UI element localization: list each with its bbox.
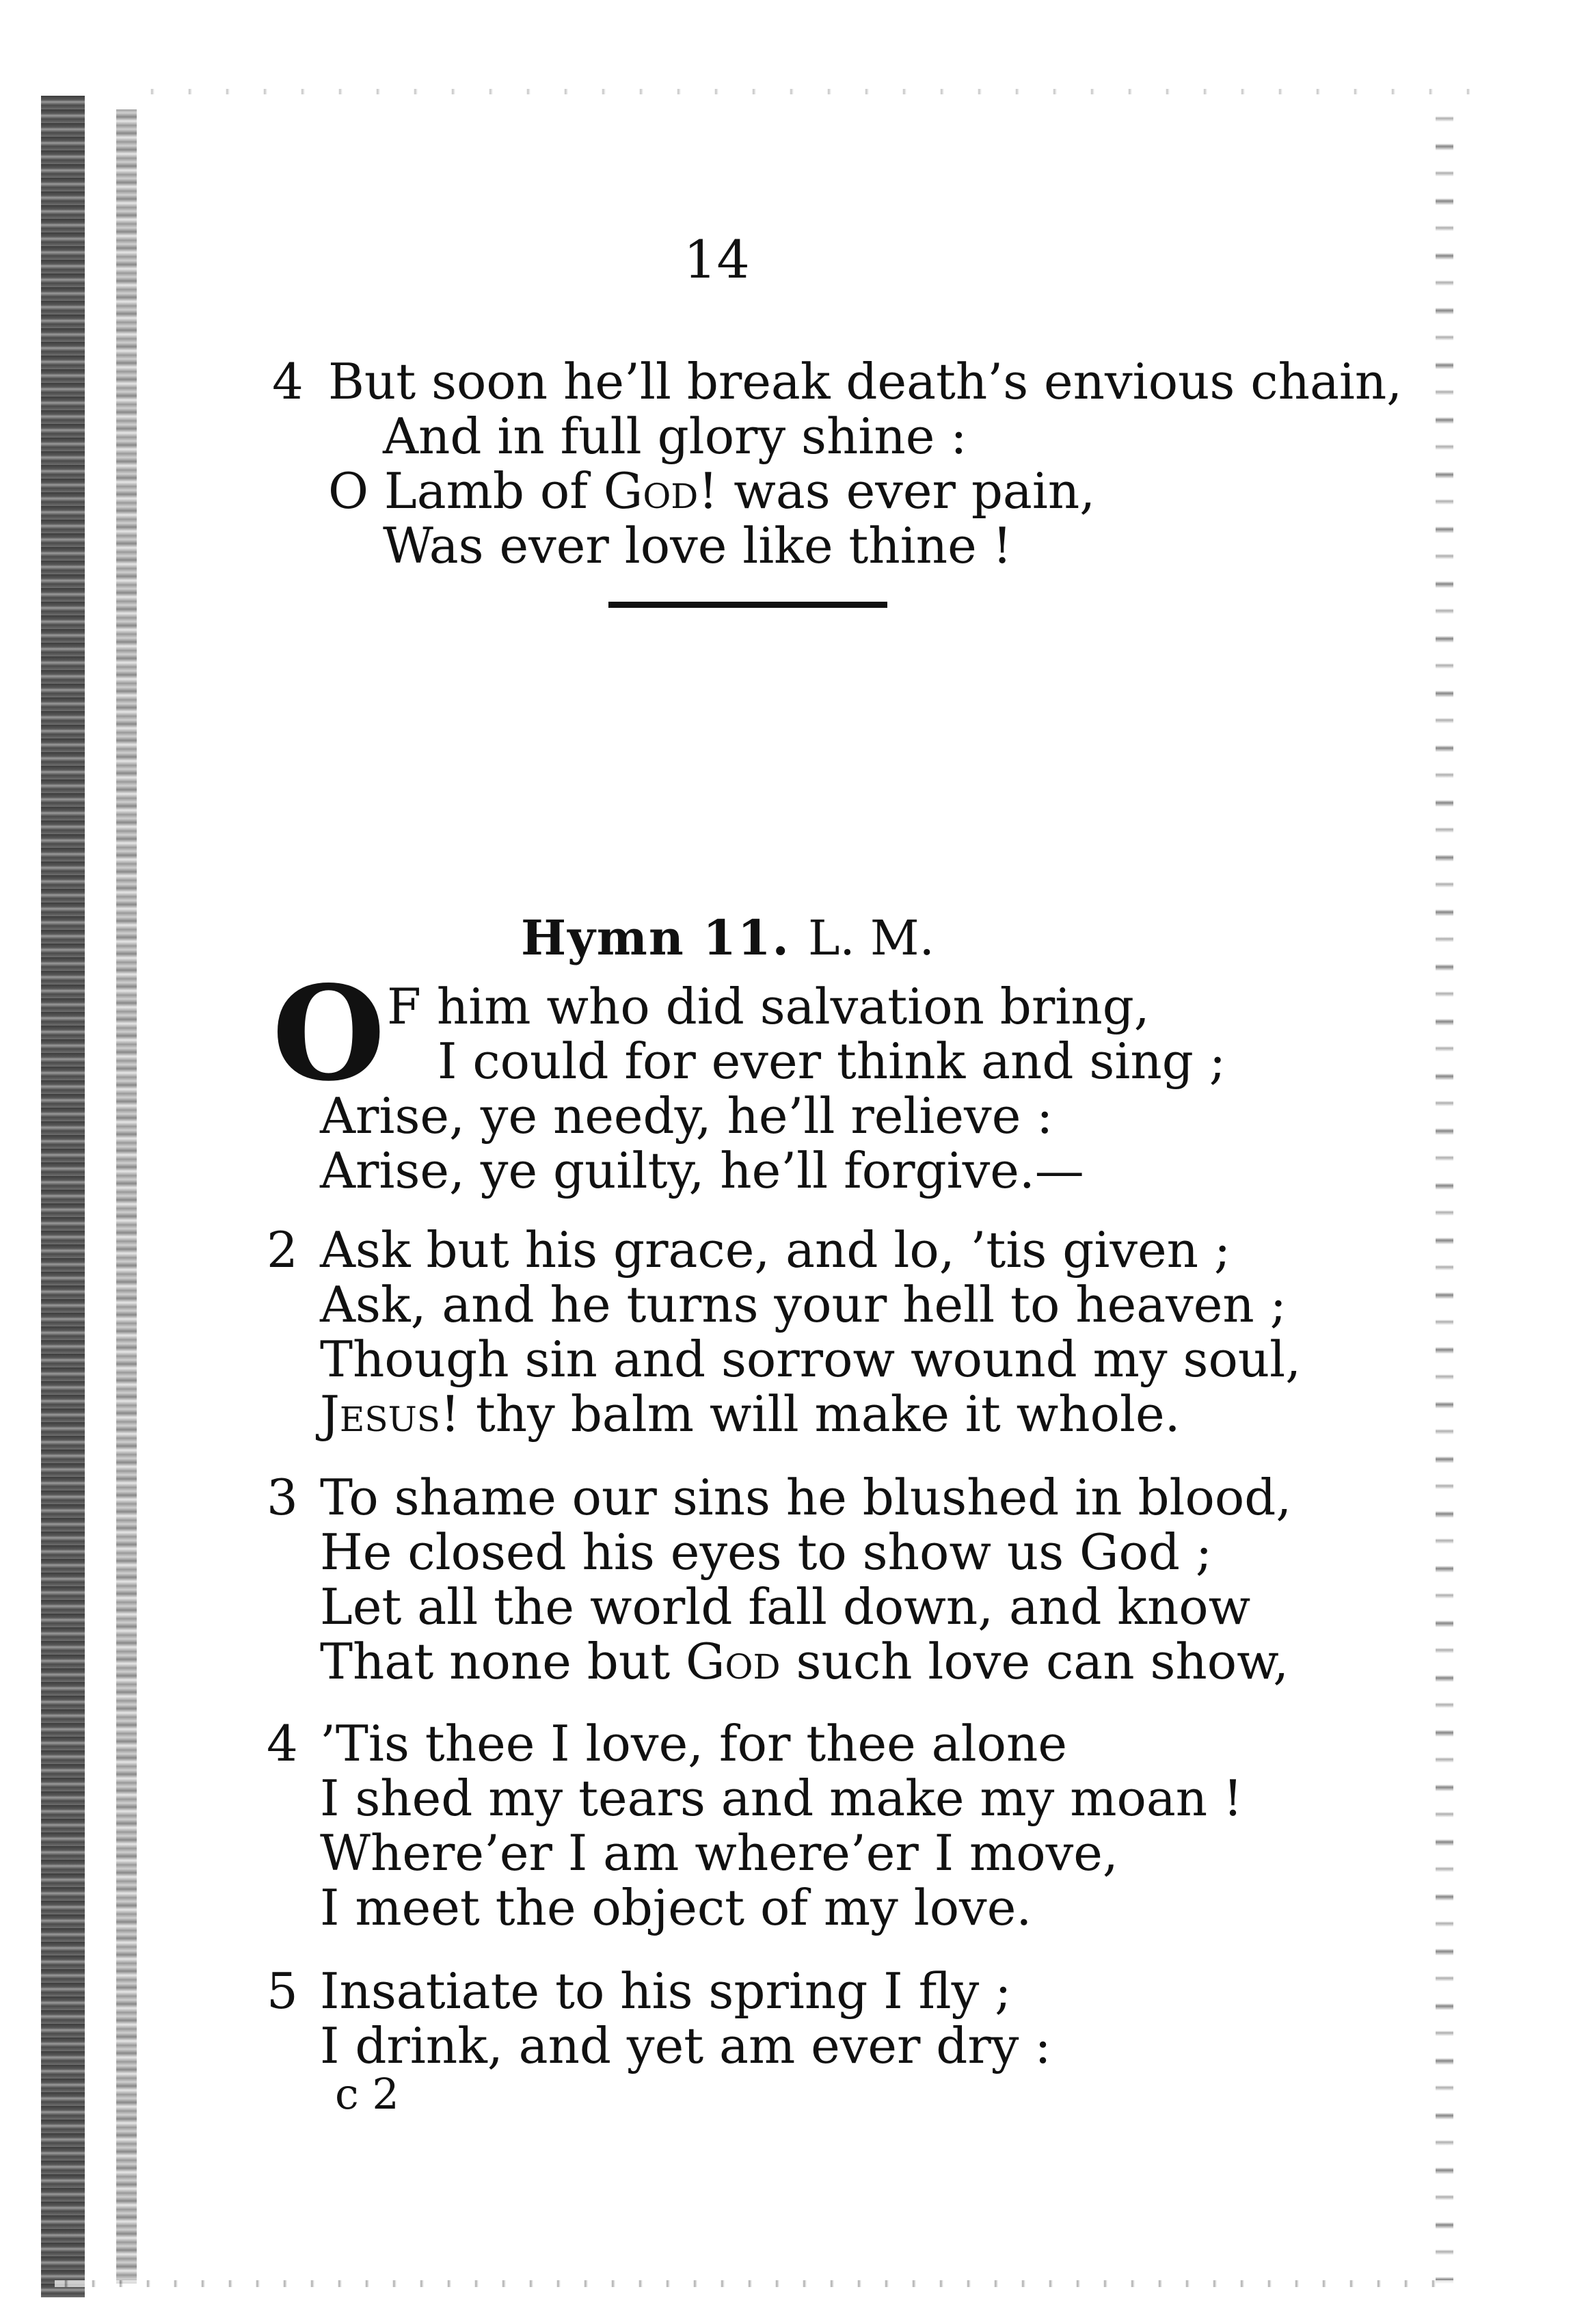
verse-line: ’Tis thee I love, for thee alone bbox=[320, 1715, 1067, 1772]
verse-line: Where’er I am where’er I move, bbox=[320, 1824, 1118, 1882]
page-gutter-shadow bbox=[116, 109, 137, 2284]
verse-line: Ask but his grace, and lo, ’tis given ; bbox=[320, 1221, 1231, 1279]
verse-line: I meet the object of my love. bbox=[320, 1879, 1032, 1936]
stanza-number: 5 bbox=[267, 1962, 298, 2020]
verse-line: Ask, and he turns your hell to heaven ; bbox=[320, 1276, 1287, 1333]
verse-line: That none but God such love can show, bbox=[320, 1633, 1289, 1690]
verse-line: To shame our sins he blushed in blood, bbox=[320, 1469, 1292, 1526]
verse-line: Arise, ye needy, he’ll relieve : bbox=[320, 1087, 1053, 1145]
divine-name: Jesus bbox=[320, 1385, 441, 1443]
verse-line: F him who did salvation bring, bbox=[387, 978, 1150, 1035]
page-number: 14 bbox=[684, 229, 750, 290]
verse-line: And in full glory shine : bbox=[383, 408, 967, 465]
verse-line: But soon he’ll break death’s envious chain, bbox=[328, 353, 1403, 410]
drop-cap: O bbox=[272, 957, 386, 1110]
stanza-number: 3 bbox=[267, 1469, 298, 1526]
page-edge-left bbox=[41, 96, 85, 2297]
divine-name: God bbox=[686, 1633, 781, 1690]
verse-line: Jesus! thy balm will make it whole. bbox=[320, 1385, 1181, 1443]
verse-line: He closed his eyes to show us God ; bbox=[320, 1523, 1213, 1581]
verse-line: Let all the world fall down, and know bbox=[320, 1578, 1251, 1635]
verse-line: Though sin and sorrow wound my soul, bbox=[320, 1331, 1302, 1388]
section-divider bbox=[608, 602, 887, 608]
page-edge-right bbox=[1436, 96, 1453, 2284]
verse-line: Arise, ye guilty, he’ll forgive.— bbox=[320, 1142, 1084, 1199]
hymn-meter: L. M. bbox=[807, 910, 935, 966]
verse-line: Was ever love like thine ! bbox=[383, 517, 1012, 574]
verse-line: Insatiate to his spring I fly ; bbox=[320, 1962, 1012, 2020]
verse-line: I drink, and yet am ever dry : bbox=[320, 2017, 1051, 2074]
verse-line: O Lamb of God! was ever pain, bbox=[328, 462, 1096, 520]
signature-mark: c 2 bbox=[335, 2069, 399, 2119]
page-edge-bottom bbox=[55, 2280, 1456, 2287]
verse-line: I shed my tears and make my moan ! bbox=[320, 1769, 1243, 1827]
stanza-number: 4 bbox=[267, 1715, 298, 1772]
divine-name: God bbox=[603, 462, 699, 520]
verse-line: I could for ever think and sing ; bbox=[438, 1032, 1226, 1090]
stanza-number: 4 bbox=[272, 353, 304, 410]
page-edge-top bbox=[137, 89, 1470, 94]
hymn-title: Hymn 11. bbox=[521, 909, 790, 966]
hymn-heading bbox=[521, 909, 935, 967]
stanza-number: 2 bbox=[267, 1221, 298, 1279]
